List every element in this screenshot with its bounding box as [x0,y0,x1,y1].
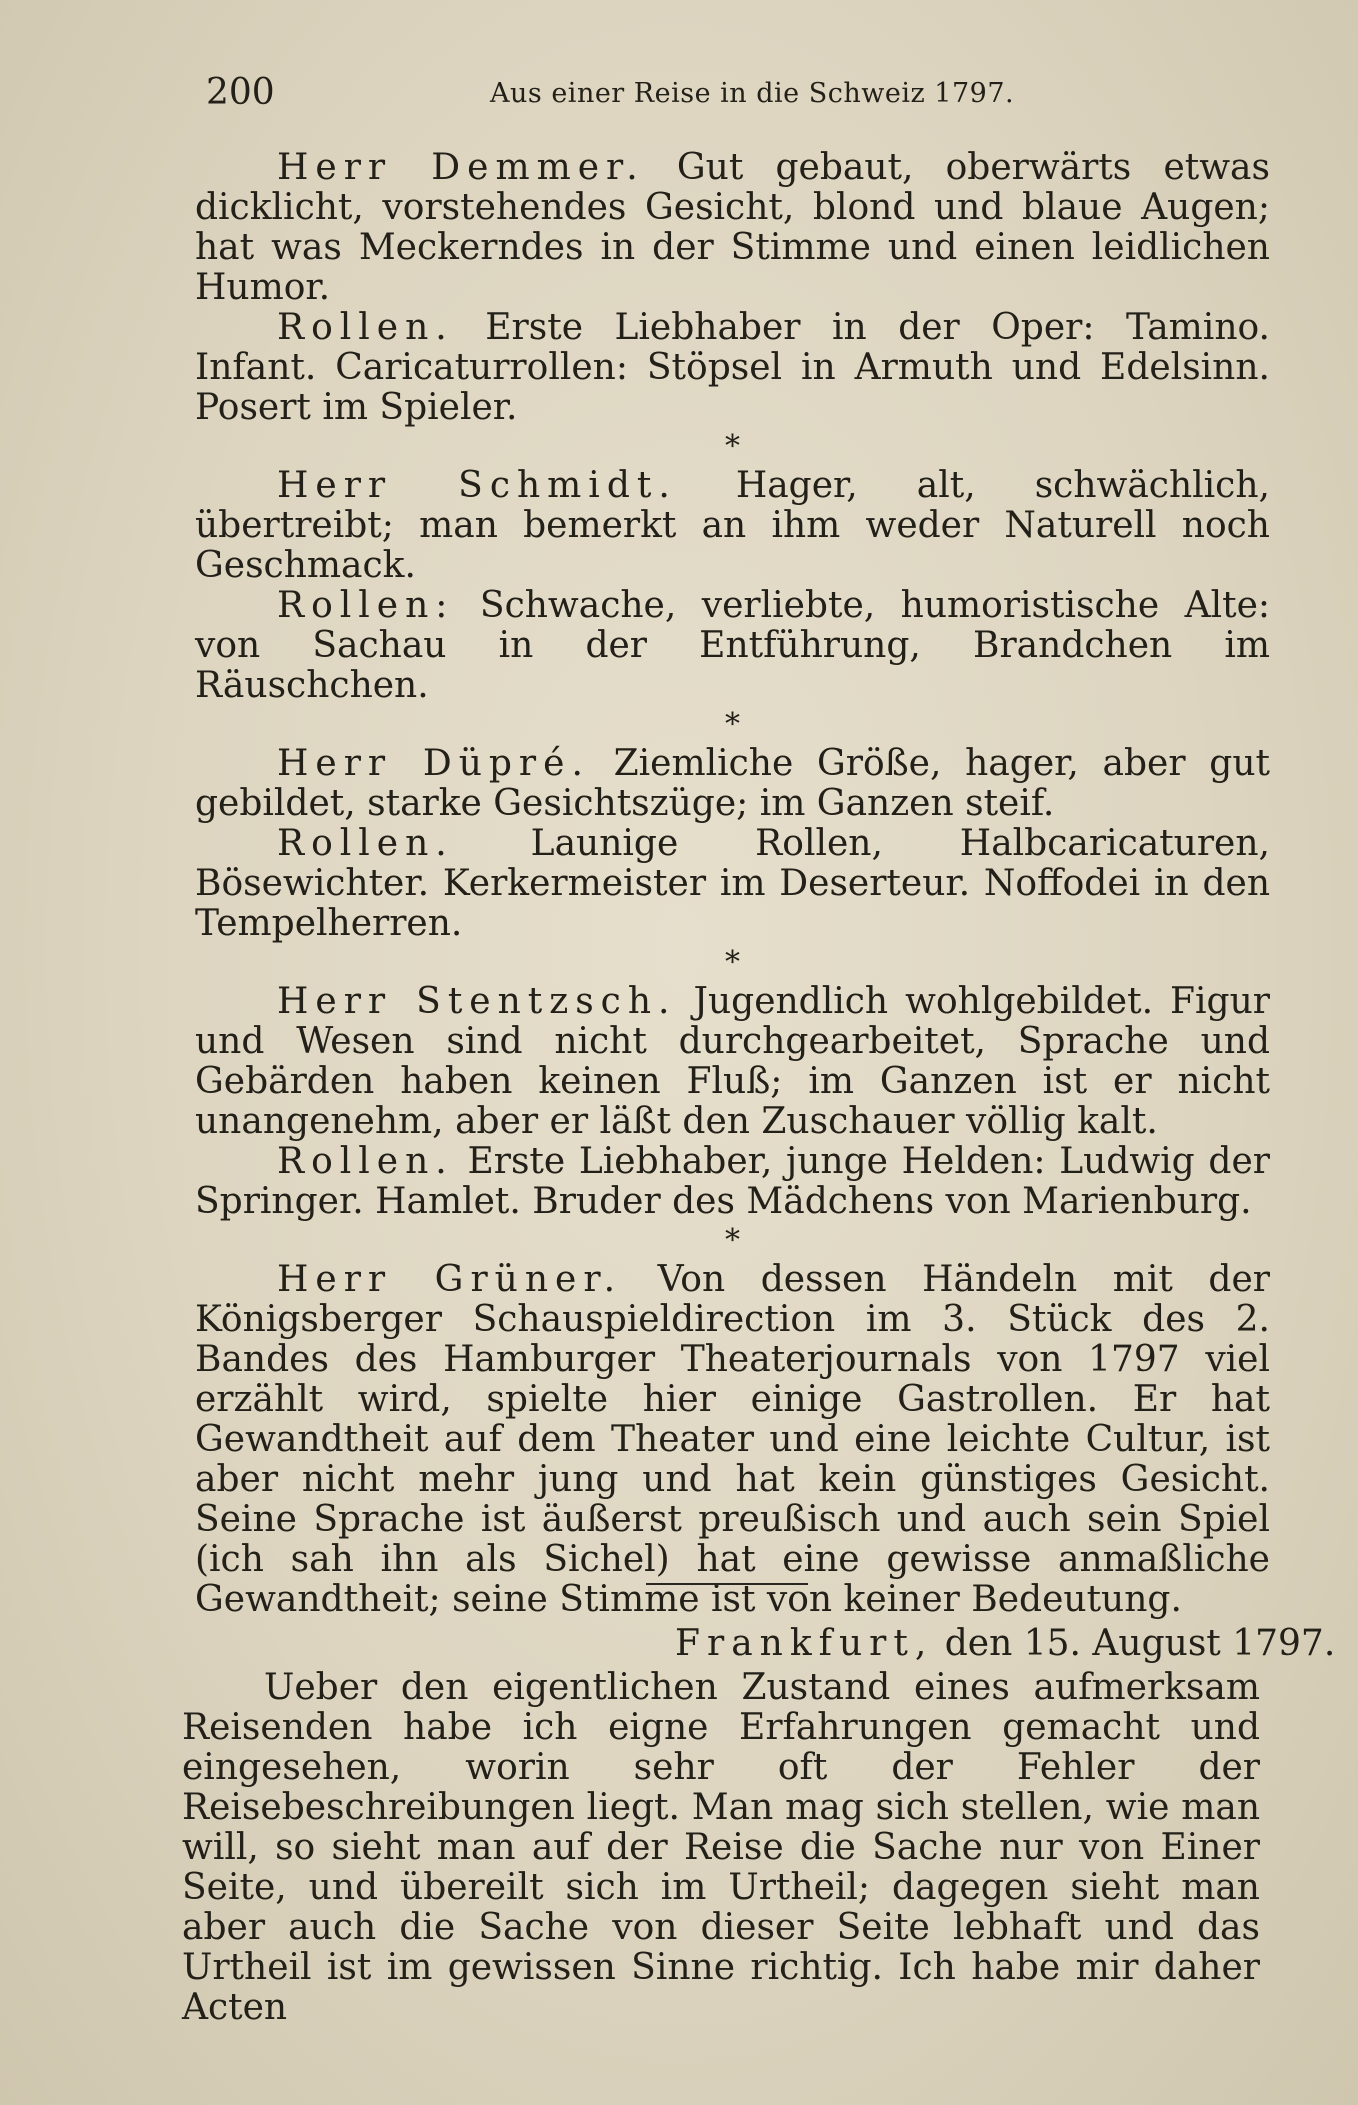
section-separator: * [725,1223,740,1258]
section-separator: * [725,707,740,742]
entry-duepre [195,744,1270,944]
entry-roles: Rollen. Erste Liebhaber in der Oper: Tamino. Infant. Caricaturrollen: Stöpsel in Armuth und Edelsinn. Posert im Spieler. [195,307,1270,428]
entry-description: Herr Grüner. Von dessen Händeln mit der Königsberger Schauspieldirection im 3. Stück des 2. Bandes des Hamburger Theaterjournals von 1797 viel erzählt wird, spielte hier einige Gastrollen. Er hat Gewandtheit auf dem Theater und eine leichte Cultur, ist aber nicht mehr jung und hat kein günstiges Gesicht. Seine Sprache ist äußerst preußisch und auch sein Spiel (ich sah ihn als Sichel) hat eine gewisse anmaßliche Gewandtheit; seine Stimme ist von keiner Bedeutung. [195,1259,1270,1620]
roles-label: Rollen: [277,585,455,626]
entry-roles: Rollen. Launige Rollen, Halbcaricaturen, Bösewichter. Kerkermeister im Deserteur. Noffodei in den Tempelherren. [195,823,1270,944]
roles-label: Rollen. [277,307,454,348]
entry-roles: Rollen. Erste Liebhaber, junge Helden: Ludwig der Springer. Hamlet. Bruder des Mädchens von Marienburg. [195,1141,1270,1222]
entry-roles: Rollen: Schwache, verliebte, humoristische Alte: von Sachau in der Entführung, Brandchen im Räuschchen. [195,585,1270,706]
entry-description: Herr Demmer. Gut gebaut, oberwärts etwas dicklicht, vorstehendes Gesicht, blond und blaue Augen; hat was Meckerndes in der Stimme und einen leidlichen Humor. [195,147,1270,308]
roles-label: Rollen. [277,1141,454,1182]
section-divider-rule [646,1583,808,1585]
entry-description: Herr Stentzsch. Jugendlich wohlgebildet. Figur und Wesen sind nicht durchgearbeitet, Sprache und Gebärden haben keinen Fluß; im Ganzen ist er nicht unangenehm, aber er läßt den Zuschauer völlig kalt. [195,981,1270,1142]
letter-body [182,1668,1260,2028]
actor-name: Herr Düpré. [277,743,590,784]
letter-date: den 15. August 1797. [944,1623,1336,1664]
entry-stentzsch [195,982,1270,1222]
roles-label: Rollen. [277,823,454,864]
actor-name: Herr Stentzsch. [277,981,677,1022]
section-separator: * [725,945,740,980]
entry-schmidt [195,466,1270,706]
entry-description: Herr Schmidt. Hager, alt, schwächlich, übertreibt; man bemerkt an ihm weder Naturell noch Geschmack. [195,465,1270,586]
page-header [200,72,1200,122]
entry-demmer [195,148,1270,428]
running-title: Aus einer Reise in die Schweiz 1797. [490,78,1015,109]
entry-gruener [195,1260,1270,1620]
letter-dateline [675,1624,1335,1664]
page-number: 200 [206,72,275,113]
actor-name: Herr Demmer. [277,147,645,188]
letter-paragraph: Ueber den eigentlichen Zustand eines aufmerksam Reisenden habe ich eigne Erfahrungen gemacht und eingesehen, worin sehr oft der Fehler der Reisebeschreibungen liegt. Man mag sich stellen, wie man will, so sieht man auf der Reise die Sache nur von Einer Seite, und übereilt sich im Urtheil; dagegen sieht man aber auch die Sache von dieser Seite lebhaft und das Urtheil ist im gewissen Sinne richtig. Ich habe mir daher Acten [182,1667,1260,2028]
actor-name: Herr Schmidt. [277,465,677,506]
entry-description: Herr Düpré. Ziemliche Größe, hager, aber gut gebildet, starke Gesichtszüge; im Ganzen steif. [195,743,1270,824]
section-separator: * [725,429,740,464]
actor-name: Herr Grüner. [277,1259,623,1300]
actor-entries [195,148,1270,1620]
letter-place: Frankfurt, [675,1623,934,1664]
